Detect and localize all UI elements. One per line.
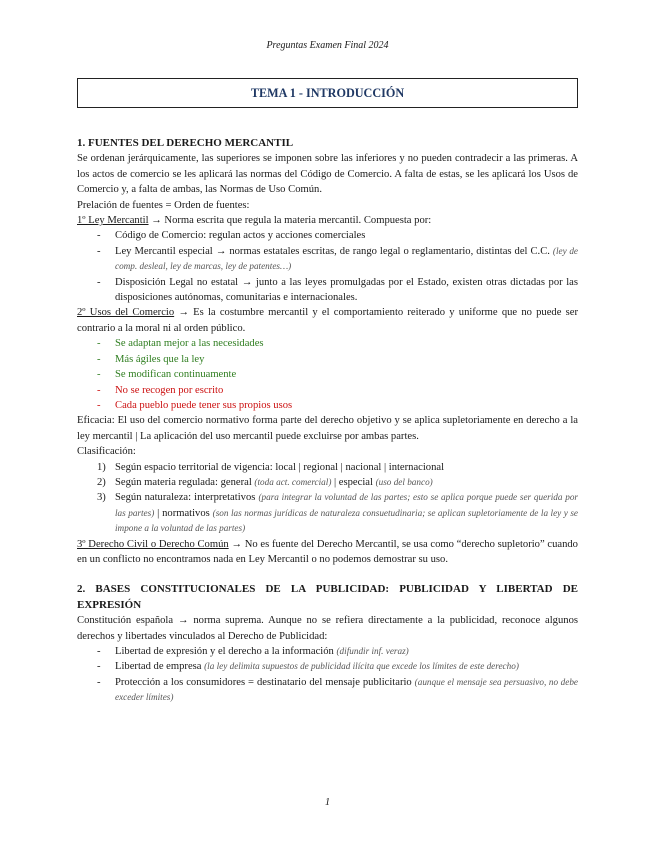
ley-mercantil-paragraph — [77, 213, 578, 228]
list-item — [77, 490, 578, 536]
derecho-civil-label: 3º Derecho Civil o Derecho Común — [77, 538, 229, 550]
list-item-text: | normativos — [154, 507, 213, 519]
ley-mercantil-list — [77, 228, 578, 305]
clasificacion-label: Clasificación: — [77, 446, 136, 458]
eficacia-paragraph: Eficacia: El uso del comercio normativo forma parte del derecho objetivo y se aplica supletoriamente en derecho a la ley mercantil | La aplicación del uso mercantil puede excluirse por ambas partes. — [77, 415, 578, 442]
list-item — [77, 475, 578, 490]
usos-pro-item: - Más ágiles que la ley — [77, 352, 578, 367]
list-item-text: Según espacio territorial de vigencia: local | regional | nacional | internacional — [115, 461, 445, 473]
list-item-text: Libertad de empresa — [115, 661, 205, 673]
list-item-note: (son las normas jurídicas de naturaleza consuetudinaria; se aplican supletoriamente de la ley y se impone a la voluntad de las partes) — [115, 507, 579, 534]
page-content — [77, 136, 578, 706]
list-item-text: Disposición Legal no estatal → junto a las leyes promulgadas por el Estado, existen otras dictadas por las disposiciones autónomas, comunitarias e internacionales. — [115, 276, 578, 304]
section-title: TEMA 1 - INTRODUCCIÓN — [250, 86, 405, 100]
list-item-text: | especial — [331, 476, 376, 488]
list-item — [77, 460, 578, 475]
section-2-list — [77, 644, 578, 706]
usos-pro-item: - Se modifican continuamente — [77, 367, 578, 382]
list-item-text: Código de Comercio: regulan actos y acciones comerciales — [115, 230, 366, 242]
list-item — [77, 228, 578, 243]
derecho-civil-paragraph — [77, 537, 578, 568]
clasificacion-list — [77, 460, 578, 537]
usos-con-item: - No se recogen por escrito — [77, 383, 578, 398]
section-1-heading: 1. FUENTES DEL DERECHO MERCANTIL — [77, 137, 294, 149]
list-item-note: (aunque el mensaje sea persuasivo, no debe exceder límites) — [115, 676, 578, 703]
derecho-civil-text: → No es fuente del Derecho Mercantil, se usa como “derecho supletorio” cuando en un conflicto no encontramos nada en Ley Mercantil o no podemos demostrar su uso. — [77, 538, 578, 565]
item-number: 2) — [97, 476, 106, 488]
usos-label: 2º Usos del Comercio — [77, 307, 175, 319]
list-item-note: (difundir inf. veraz) — [336, 646, 409, 656]
ley-mercantil-text: → Norma escrita que regula la materia mercantil. Compuesta por: — [148, 215, 432, 227]
section-1-intro: Se ordenan jerárquicamente, las superiores se imponen sobre las inferiores y no pueden contradecir a las primeras. A los actos de comercio se les aplicará las normas del Código de Comercio. A falta de estas, se les aplicará los Usos de Comercio y, a falta de ambas, las Normas de Uso Común. — [77, 153, 578, 196]
list-item-text: Ley Mercantil especial → normas estatales escritas, de rango legal o reglamentario, distintas del C.C. — [115, 245, 553, 257]
page-header: Preguntas Examen Final 2024 — [266, 40, 389, 51]
usos-list — [77, 336, 578, 413]
list-item-note: (toda act. comercial) — [254, 476, 332, 487]
ley-mercantil-label: 1º Ley Mercantil — [77, 215, 149, 227]
section-spacer — [77, 567, 578, 582]
title-box — [77, 78, 578, 108]
list-item — [77, 644, 578, 659]
list-item — [77, 275, 578, 306]
list-item — [77, 675, 578, 706]
list-item — [77, 244, 578, 275]
list-item-text: Protección a los consumidores = destinatario del mensaje publicitario — [115, 676, 415, 688]
section-2-intro: Constitución española → norma suprema. Aunque no se refiera directamente a la publicidad, reconoce algunos derechos y libertades vinculados al Derecho de Publicidad: — [77, 615, 578, 642]
usos-paragraph — [77, 305, 578, 336]
section-2-heading: 2. BASES CONSTITUCIONALES DE LA PUBLICIDAD: PUBLICIDAD Y LIBERTAD DE EXPRESIÓN — [77, 583, 578, 611]
list-item-text: Según materia regulada: general — [115, 476, 255, 488]
page-number: 1 — [324, 797, 331, 808]
list-item-note: (ley de comp. desleal, ley de marcas, ley de patentes…) — [115, 245, 578, 272]
list-item-text: Libertad de expresión y el derecho a la información — [115, 646, 337, 657]
usos-pro-item: - Se adaptan mejor a las necesidades — [77, 336, 578, 351]
item-number: 1) — [97, 461, 106, 473]
usos-con-item: - Cada pueblo puede tener sus propios usos — [77, 398, 578, 413]
list-item-note: (la ley delimita supuestos de publicidad ilícita que excede los límites de este derecho) — [204, 661, 519, 672]
item-number: 3) — [97, 492, 106, 504]
list-item-note: (para integrar la voluntad de las partes; esto se aplica porque puede ser querida por las partes) — [115, 492, 578, 518]
list-item — [77, 659, 578, 674]
usos-text: → Es la costumbre mercantil y el comportamiento reiterado y uniforme que no puede ser contrario a la moral ni al orden público. — [77, 307, 578, 334]
prelacion-line: Prelación de fuentes = Orden de fuentes: — [77, 199, 250, 211]
list-item-text: Según naturaleza: interpretativos — [115, 492, 259, 504]
list-item-note: (uso del banco) — [375, 476, 433, 487]
